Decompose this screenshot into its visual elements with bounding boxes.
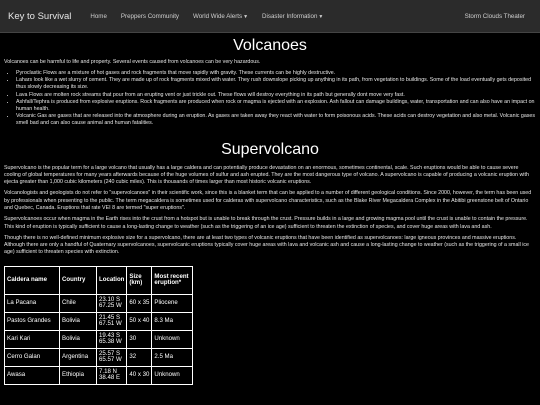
table-row: [5, 348, 193, 366]
nav-preppers-community-link[interactable]: [114, 13, 186, 20]
cell-location: 19.43 S 65.38 W: [97, 330, 127, 348]
table-row: [5, 312, 193, 330]
supervolcano-paragraph: Supervolcanoes occur when magma in the Earth rises into the crust from a hotspot but is unable to break through the crust. Pressure builds in a large and growing magma pool until the crust is unable to contain the pressure. This kind of eruption is typically sufficient to cause a long-lasting change to weather (such as the triggering of an ice age) sufficient to threaten the extinction of species, and cover huge areas with lava and ash.: [4, 216, 528, 230]
table-row: [5, 366, 193, 384]
nav-world-wide-alerts-label: World Wide Alerts: [193, 12, 243, 20]
caret-down-icon: ▼: [243, 13, 249, 20]
volcanoes-intro: Volcanoes can be harmful to life and property. Several events caused from volcanoes can be very hazardous.: [4, 59, 261, 65]
cell-eruption: 8.3 Ma: [152, 312, 193, 330]
nav-preppers-community-label: Preppers Community: [120, 12, 180, 20]
cell-eruption: Unknown: [152, 366, 193, 384]
nav-home-label: Home: [90, 12, 107, 20]
list-item: • Ashfall/Tephra is produced from explosive eruptions. Rock fragments are produced when rock or magma is ejected with an explosion. Ash fallout can damage buildings, water, transportation and can also have an impact on human health.: [16, 99, 536, 113]
header-size: Size (km): [127, 266, 152, 294]
cell-caldera: Kari Kari: [5, 330, 60, 348]
cell-location: 23.10 S 67.25 W: [97, 294, 127, 312]
cell-caldera: Awasa: [5, 366, 60, 384]
list-item: • Volcanic Gas are gases that are released into the atmosphere during an eruption. As gases are taken away they react with water to form poisonous acids. These acids can destroy vegetation and also metal. Volcanic gases smell bad and can also cause animal and human fatalities.: [16, 113, 536, 127]
table-header-row: [5, 266, 193, 294]
cell-eruption: Unknown: [152, 330, 193, 348]
volcanoes-heading: Volcanoes: [233, 37, 307, 54]
cell-eruption: Pliocene: [152, 294, 193, 312]
cell-location: 21.45 S 67.51 W: [97, 312, 127, 330]
list-item: • Lahars look like a wet slurry of cement. They are made up of rock fragments mixed with water. They rush downslope picking up anything in its path, from vegetation to buildings. Some of the load eventually gets deposited thus slowly decreasing its size.: [16, 77, 536, 91]
cell-size: 50 x 40: [127, 312, 152, 330]
cell-country: Chile: [60, 294, 97, 312]
list-item: • Pyroclastic Flows are a mixture of hot gases and rock fragments that move rapidly with gravity. These currents can be highly destructive.: [16, 70, 536, 77]
caret-down-icon: ▼: [318, 13, 324, 20]
volcano-hazards-list: [4, 70, 536, 128]
cell-caldera: La Pacana: [5, 294, 60, 312]
nav-storm-clouds-theater-link[interactable]: Storm Clouds Theater: [464, 13, 525, 20]
supervolcano-paragraph: Though there is no well-defined minimum explosive size for a supervolcano, there are at least two types of volcanic eruptions that have been identified as supervolcanoes: large igneous provinces and massive eruptions. Although there are only a handful of Quaternary supervolcanoes, supervolcanic eruptions typically cover huge areas with lava and volcanic ash and cause a long-lasting change to weather (such as the triggering of a small ice age) sufficient to threaten species with extinction.: [4, 234, 529, 256]
supervolcano-paragraph: Supervolcano is the popular term for a large volcano that usually has a large caldera and can potentially produce devastation on an enormous, sometimes continental, scale. Such eruptions would be able to cause severe cooling of global temperatures for many years afterwards because of the huge volumes of sulfur and ash erupted. They are the most dangerous type of volcano. A supervolcano is capable of producing a volcanic eruption with ejecta greater than 1,000 cubic kilometers (240 cubic miles). This is thousands of times larger than most historic volcanic eruptions.: [4, 164, 529, 186]
caldera-table: [4, 266, 193, 385]
cell-size: 30: [127, 330, 152, 348]
cell-location: 25.57 S 65.57 W: [97, 348, 127, 366]
cell-country: Bolivia: [60, 312, 97, 330]
cell-size: 40 x 30: [127, 366, 152, 384]
nav-world-wide-alerts-dropdown[interactable]: [186, 13, 255, 20]
header-caldera-name: Caldera name: [5, 266, 60, 294]
site-brand-link[interactable]: Key to Survival: [8, 10, 72, 22]
list-item: • Lava Flows are molten rock streams that pour from an erupting vent or just trickle out. These flows will destroy everything in its path but generally dont move very fast.: [16, 92, 536, 99]
cell-country: Ethiopia: [60, 366, 97, 384]
nav-disaster-information-dropdown[interactable]: [255, 13, 330, 20]
header-country: Country: [60, 266, 97, 294]
nav-home-link[interactable]: [83, 13, 114, 20]
cell-size: 60 x 35: [127, 294, 152, 312]
top-navbar: [0, 0, 540, 33]
main-content: [0, 36, 540, 385]
table-row: [5, 330, 193, 348]
supervolcano-heading: Supervolcano: [221, 140, 319, 158]
cell-location: 7.18 N 38.48 E: [97, 366, 127, 384]
cell-country: Bolivia: [60, 330, 97, 348]
header-most-recent-eruption: Most recent eruption*: [152, 266, 193, 294]
cell-size: 32: [127, 348, 152, 366]
nav-disaster-information-label: Disaster Information: [262, 12, 318, 20]
table-row: [5, 294, 193, 312]
cell-eruption: 2.5 Ma: [152, 348, 193, 366]
cell-country: Argentina: [60, 348, 97, 366]
supervolcano-paragraph: Volcanologists and geologists do not refer to "supervolcanoes" in their scientific work, since this is a blanket term that can be applied to a number of different geological conditions. Since 2000, however, the term has been used by professionals when presenting to the public. The term megacaldera is sometimes used for calderas with supervolcano characteristics, such as the Blake River Megacaldera Complex in the Abitibi greenstone belt of Ontario and Quebec, Canada. Eruptions that rate VEI 8 are termed "super eruptions".: [4, 190, 532, 212]
header-location: Location: [97, 266, 127, 294]
cell-caldera: Pastos Grandes: [5, 312, 60, 330]
cell-caldera: Cerro Galan: [5, 348, 60, 366]
